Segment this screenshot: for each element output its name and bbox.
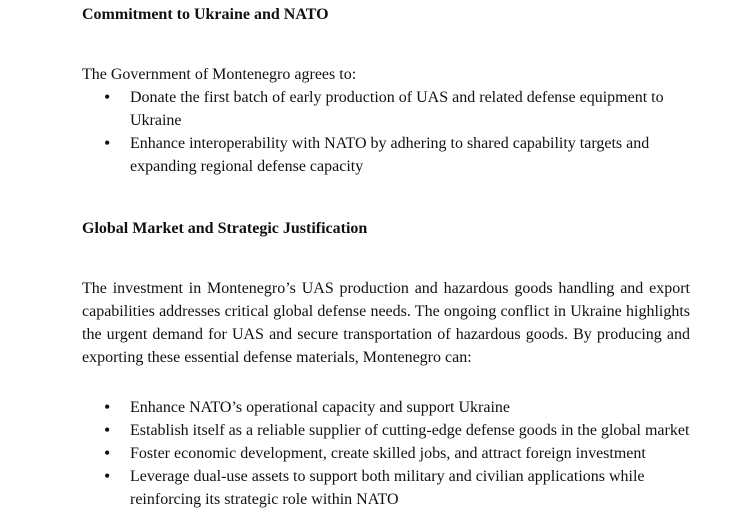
list-item: • Foster economic development, create skilled jobs, and attract foreign investment: [82, 442, 690, 465]
list-item: • Donate the first batch of early production of UAS and related defense equipment to Ukraine: [82, 86, 690, 132]
list-item: • Enhance NATO’s operational capacity and support Ukraine: [82, 396, 690, 419]
section-heading-global-market: Global Market and Strategic Justification: [82, 220, 368, 237]
justification-bullet-list: [82, 396, 690, 511]
commitment-bullet-list: [82, 86, 690, 178]
justification-paragraph: The investment in Montenegro’s UAS production and hazardous goods handling and export capabilities addresses critical global defense needs. The ongoing conflict in Ukraine highlights the urgent demand for UAS and secure transportation of hazardous goods. By producing and exporting these essential defense materials, Montenegro can:: [82, 280, 690, 366]
list-item: • Establish itself as a reliable supplier of cutting-edge defense goods in the global market: [82, 419, 690, 442]
list-item: • Leverage dual-use assets to support both military and civilian applications while reinforcing its strategic role within NATO: [82, 465, 690, 511]
section-heading-commitment: Commitment to Ukraine and NATO: [82, 6, 329, 23]
section-lead-text: The Government of Montenegro agrees to:: [82, 66, 357, 83]
list-item: • Enhance interoperability with NATO by adhering to shared capability targets and expanding regional defense capacity: [82, 132, 690, 178]
